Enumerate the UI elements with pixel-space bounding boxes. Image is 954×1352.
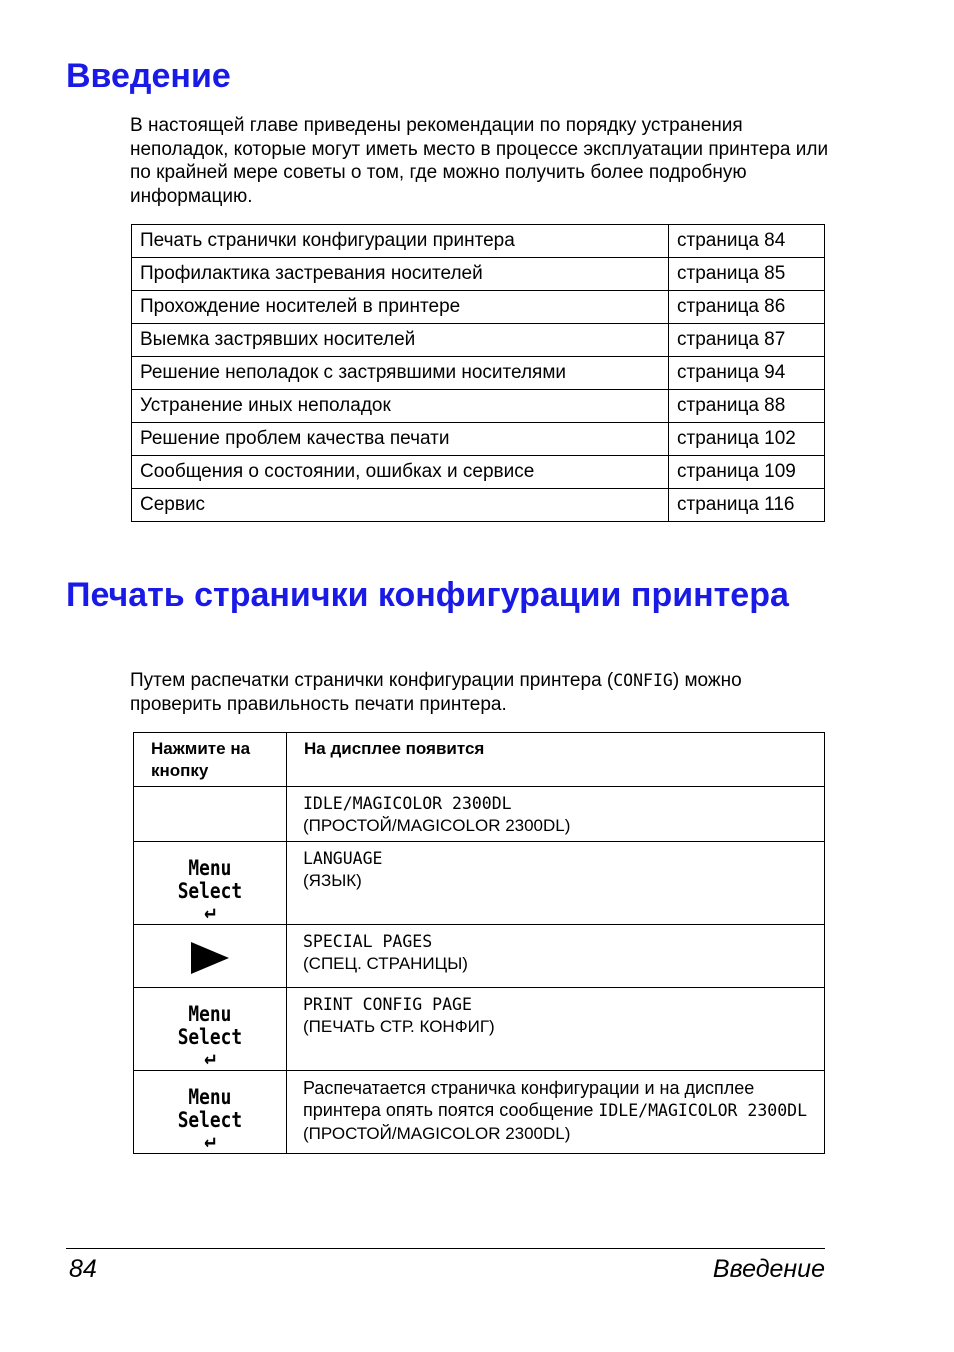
display-text: (СПЕЦ. СТРАНИЦЫ): [303, 954, 468, 973]
footer-page-number: 84: [69, 1255, 97, 1283]
toc-page: страница 85: [669, 258, 825, 291]
enter-icon: ↵: [204, 899, 216, 924]
toc-row: [132, 324, 825, 357]
display-text: (ЯЗЫК): [303, 871, 362, 890]
step-row: [134, 1071, 825, 1154]
config-code: CONFIG: [613, 671, 673, 690]
step-row: [134, 925, 825, 988]
step-button-cell: [134, 925, 287, 988]
enter-icon: ↵: [204, 1045, 216, 1070]
menu-select-icon: [177, 856, 243, 924]
toc-topic: Устранение иных неполадок: [132, 390, 669, 423]
step-display-cell: [287, 842, 825, 925]
right-arrow-icon: [191, 942, 229, 974]
toc-row: [132, 258, 825, 291]
display-code: LANGUAGE: [303, 849, 383, 868]
toc-table: [131, 224, 825, 522]
display-text: (ПРОСТОЙ/MAGICOLOR 2300DL): [303, 816, 571, 835]
steps-header-row: [134, 733, 825, 787]
menu-label: Menu: [188, 1002, 232, 1026]
header-button: Нажмите на кнопку: [134, 733, 287, 787]
step-display-cell: [287, 988, 825, 1071]
select-label: Select: [177, 1025, 243, 1049]
footer-section-title: Введение: [712, 1255, 825, 1283]
toc-topic: Сообщения о состоянии, ошибках и сервисе: [132, 456, 669, 489]
display-code: IDLE/MAGICOLOR 2300DL: [598, 1101, 808, 1120]
enter-icon: ↵: [204, 1128, 216, 1153]
select-label: Select: [177, 1108, 243, 1132]
menu-select-icon: [177, 1085, 243, 1153]
toc-row: [132, 357, 825, 390]
step-display-cell: [287, 787, 825, 842]
display-pre: Распечатается страничка конфигурации и на дисплее принтера опять поятся сообщение: [303, 1078, 755, 1120]
header-display: На дисплее появится: [287, 733, 825, 787]
step-display-cell: [287, 1071, 825, 1154]
config-paragraph: [130, 669, 830, 716]
display-text: (ПЕЧАТЬ СТР. КОНФИГ): [303, 1017, 495, 1036]
toc-row: [132, 456, 825, 489]
toc-page: страница 86: [669, 291, 825, 324]
toc-row: [132, 291, 825, 324]
config-heading: Печать странички конфигурации принтера: [66, 576, 789, 614]
toc-row: [132, 225, 825, 258]
config-para-after: ) можно проверить правильность печати принтера.: [130, 670, 742, 715]
toc-topic: Профилактика застревания носителей: [132, 258, 669, 291]
step-display-cell: [287, 925, 825, 988]
toc-page: страница 102: [669, 423, 825, 456]
step-button-cell: [134, 1071, 287, 1154]
toc-topic: Выемка застрявших носителей: [132, 324, 669, 357]
toc-topic: Печать странички конфигурации принтера: [132, 225, 669, 258]
toc-topic: Решение неполадок с застрявшими носителями: [132, 357, 669, 390]
step-row: [134, 988, 825, 1071]
toc-page: страница 87: [669, 324, 825, 357]
step-button-cell: [134, 988, 287, 1071]
config-steps-table: [133, 732, 825, 1154]
display-code: PRINT CONFIG PAGE: [303, 995, 472, 1014]
display-text: (ПРОСТОЙ/MAGICOLOR 2300DL): [303, 1124, 571, 1143]
select-label: Select: [177, 879, 243, 903]
toc-topic: Решение проблем качества печати: [132, 423, 669, 456]
toc-page: страница 109: [669, 456, 825, 489]
toc-page: страница 88: [669, 390, 825, 423]
config-para-before: Путем распечатки странички конфигурации принтера (: [130, 670, 614, 691]
toc-topic: Прохождение носителей в принтере: [132, 291, 669, 324]
display-code: IDLE/MAGICOLOR 2300DL: [303, 794, 512, 813]
menu-select-icon: [177, 1002, 243, 1070]
menu-label: Menu: [188, 1085, 232, 1109]
toc-page: страница 84: [669, 225, 825, 258]
menu-label: Menu: [188, 856, 232, 880]
step-button-cell: [134, 842, 287, 925]
step-button-cell: [134, 787, 287, 842]
toc-row: [132, 390, 825, 423]
intro-paragraph: В настоящей главе приведены рекомендации по порядку устранения неполадок, которые могут иметь место в процессе эксплуатации принтера или по крайней мере советы о том, где можно получить более подробную информацию.: [130, 115, 829, 207]
toc-topic: Сервис: [132, 489, 669, 522]
step-row: [134, 787, 825, 842]
footer-rule: [66, 1248, 825, 1249]
toc-page: страница 94: [669, 357, 825, 390]
toc-page: страница 116: [669, 489, 825, 522]
step-row: [134, 842, 825, 925]
display-code: SPECIAL PAGES: [303, 932, 433, 951]
intro-heading: Введение: [66, 57, 231, 95]
toc-row: [132, 423, 825, 456]
toc-row: [132, 489, 825, 522]
